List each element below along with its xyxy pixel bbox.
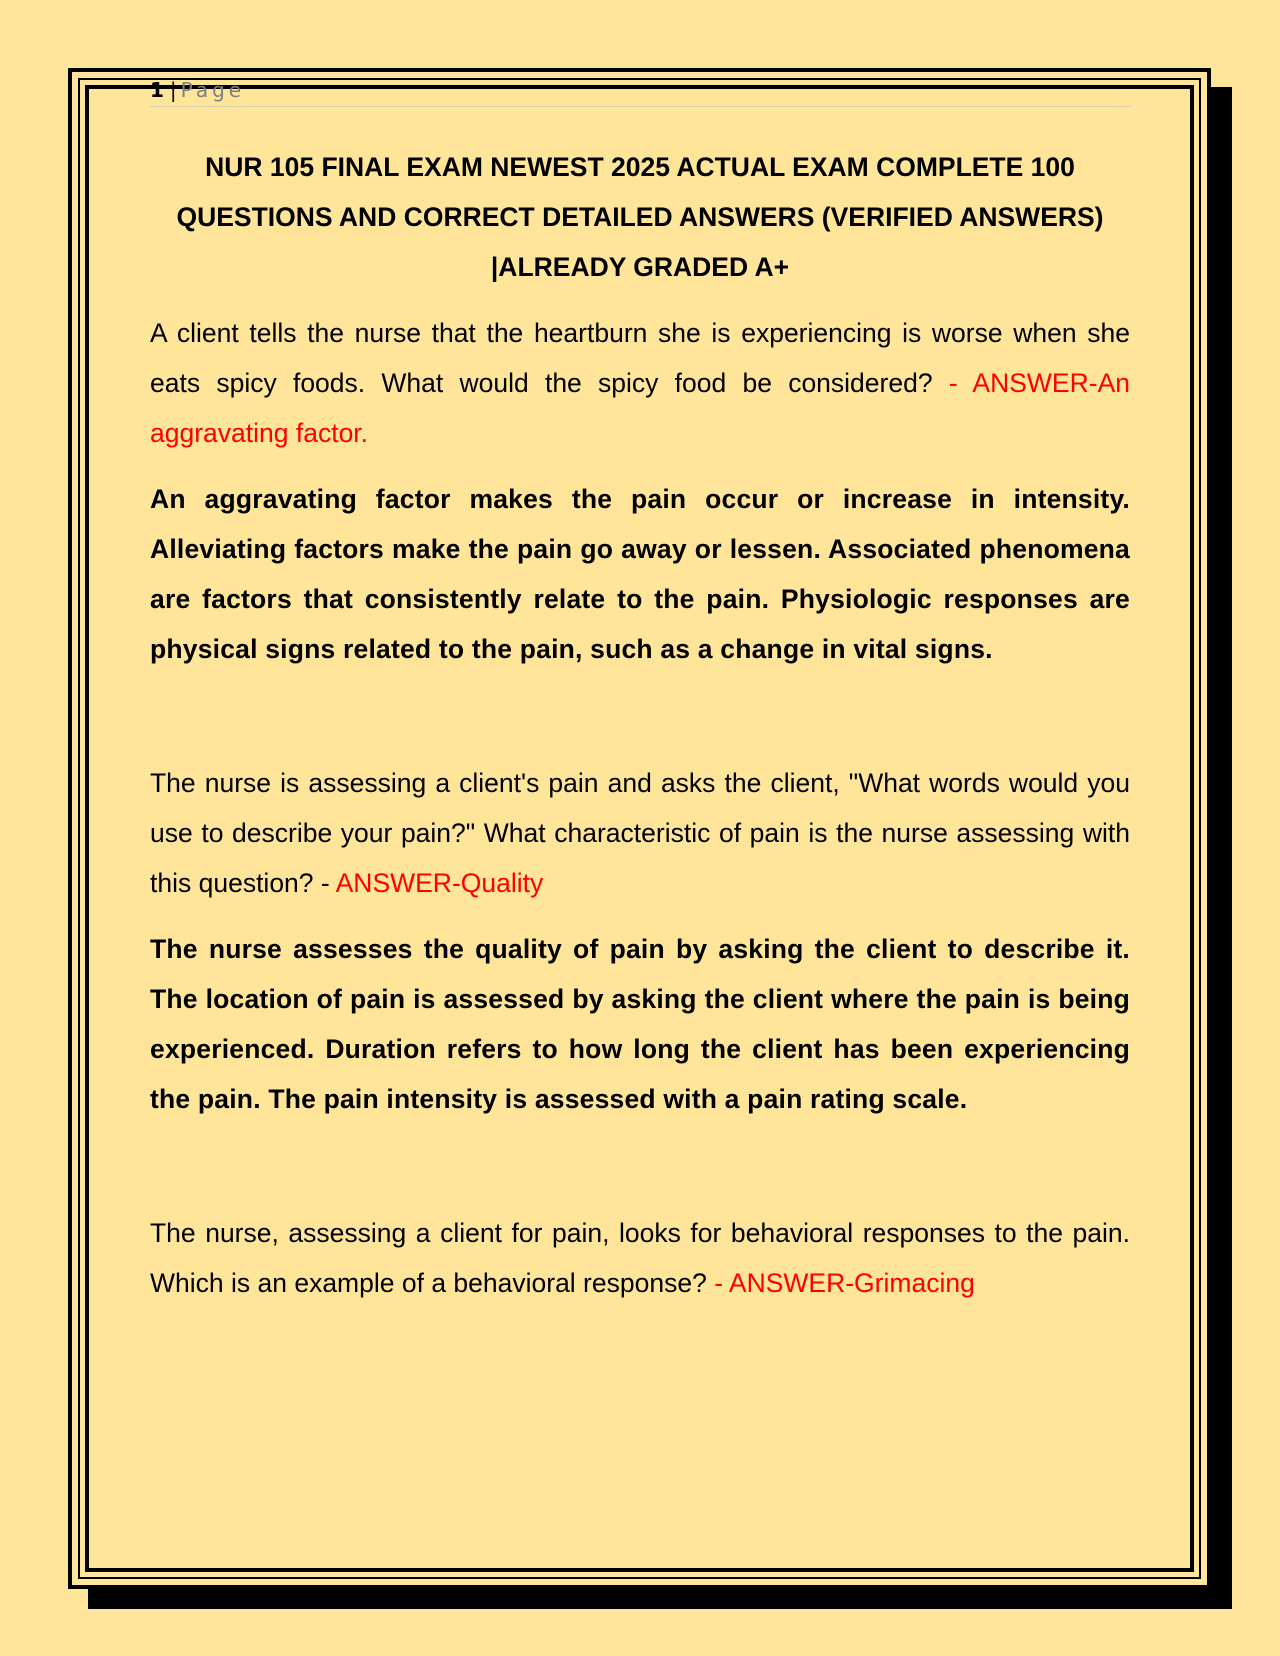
page-header-separator: | (169, 78, 177, 102)
answer-2: ANSWER-Quality (335, 868, 544, 898)
question-3-text: The nurse, assessing a client for pain, looks for behavioral responses to the pain. Which is an example of a behavioral response? (150, 1218, 1130, 1298)
explanation-1: An aggravating factor makes the pain occur or increase in intensity. Alleviating factors make the pain go away or lessen. Associated phenomena are factors that consistently relate to the pain. Physiologic responses are physical signs related to the pain, such as a change in vital signs. (150, 484, 1130, 664)
page-header (150, 80, 1131, 107)
spacer (150, 1124, 1130, 1208)
page-header-label: Page (180, 78, 246, 102)
question-1 (150, 308, 1130, 458)
explanation-2: The nurse assesses the quality of pain by asking the client to describe it. The location of pain is assessed by asking the client where the pain is being experienced. Duration refers to how long the client has been experiencing the pain. The pain intensity is assessed with a pain rating scale. (150, 934, 1130, 1114)
document-title: NUR 105 FINAL EXAM NEWEST 2025 ACTUAL EXAM COMPLETE 100 QUESTIONS AND CORRECT DETAILED ANSWERS (VERIFIED ANSWERS) |ALREADY GRADED A+ (176, 152, 1104, 282)
document-body (150, 142, 1130, 1308)
question-3 (150, 1208, 1130, 1308)
answer-3: - ANSWER-Grimacing (714, 1268, 975, 1298)
answer-1: - ANSWER-An aggravating factor. (150, 368, 1130, 448)
question-1-text: A client tells the nurse that the heartburn she is experiencing is worse when she eats spicy foods. What would the spicy food be considered? (150, 318, 1130, 398)
spacer (150, 674, 1130, 758)
question-2 (150, 758, 1130, 908)
question-2-text: The nurse is assessing a client's pain and asks the client, "What words would you use to describe your pain?" What characteristic of pain is the nurse assessing with this question? - (150, 768, 1130, 898)
page-number: 1 (150, 78, 164, 102)
